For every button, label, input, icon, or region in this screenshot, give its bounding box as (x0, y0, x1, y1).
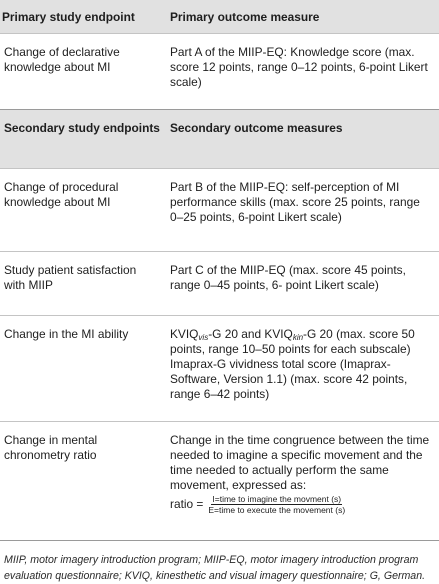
measure-cell (160, 315, 439, 421)
imaprax-text: Imaprax-G vividness total score (Imaprax-Software, Version 1.1) (max. score 42 points, range 6–42 points) (170, 356, 408, 401)
endpoint-cell: Change in mental chronometry ratio (0, 421, 160, 540)
measure-cell: Part B of the MIIP-EQ: self-perception of MI performance skills (max. score 25 points, range 0–25 points, 6-point Likert scale) (160, 168, 439, 251)
endpoint-cell: Study patient satisfaction with MIIP (0, 251, 160, 315)
table-row (0, 168, 439, 251)
secondary-endpoint-header: Secondary study endpoints (0, 109, 160, 168)
kviq-score-text: -G 20 (max. score 50 points, range 10–50 points for each subscale) (170, 326, 415, 356)
kviq-kin-text: -G 20 and KVIQ (208, 326, 293, 341)
ratio-denominator: E=time to execute the movement (s) (208, 504, 346, 515)
ratio-fraction (207, 494, 346, 515)
secondary-header-row (0, 109, 439, 168)
table-row (0, 251, 439, 315)
ratio-numerator: I=time to imagine the movment (s) (212, 493, 342, 504)
kviq-kin-subscript: kin (292, 332, 304, 342)
measure-cell (160, 421, 439, 540)
secondary-measure-header: Secondary outcome measures (160, 109, 439, 168)
measure-cell: Part A of the MIIP-EQ: Knowledge score (max. score 12 points, range 0–12 points, 6-point Likert scale) (160, 33, 439, 109)
primary-header-row (0, 0, 439, 33)
ratio-formula (170, 494, 435, 515)
primary-endpoint-header: Primary study endpoint (0, 0, 160, 33)
primary-measure-header: Primary outcome measure (160, 0, 439, 33)
endpoint-cell: Change in the MI ability (0, 315, 160, 421)
kviq-vis-subscript: vis (198, 332, 209, 342)
table-row (0, 33, 439, 109)
table-footnote: MIIP, motor imagery introduction program; MIIP-EQ, motor imagery introduction program evaluation questionnaire; KVIQ, kinesthetic and visual imagery questionnaire; G, German. (4, 554, 426, 582)
endpoint-cell: Change of declarative knowledge about MI (0, 33, 160, 109)
ratio-label: ratio = (170, 496, 204, 511)
table-row (0, 315, 439, 421)
endpoint-cell: Change of procedural knowledge about MI (0, 168, 160, 251)
measure-cell: Part C of the MIIP-EQ (max. score 45 points, range 0–45 points, 6- point Likert scale) (160, 251, 439, 315)
chronometry-description: Change in the time congruence between the time needed to imagine a specific movement and the time needed to actually perform the same movement, expressed as: (170, 432, 430, 492)
kviq-vis-text: KVIQ (170, 326, 199, 341)
table-row (0, 421, 439, 540)
